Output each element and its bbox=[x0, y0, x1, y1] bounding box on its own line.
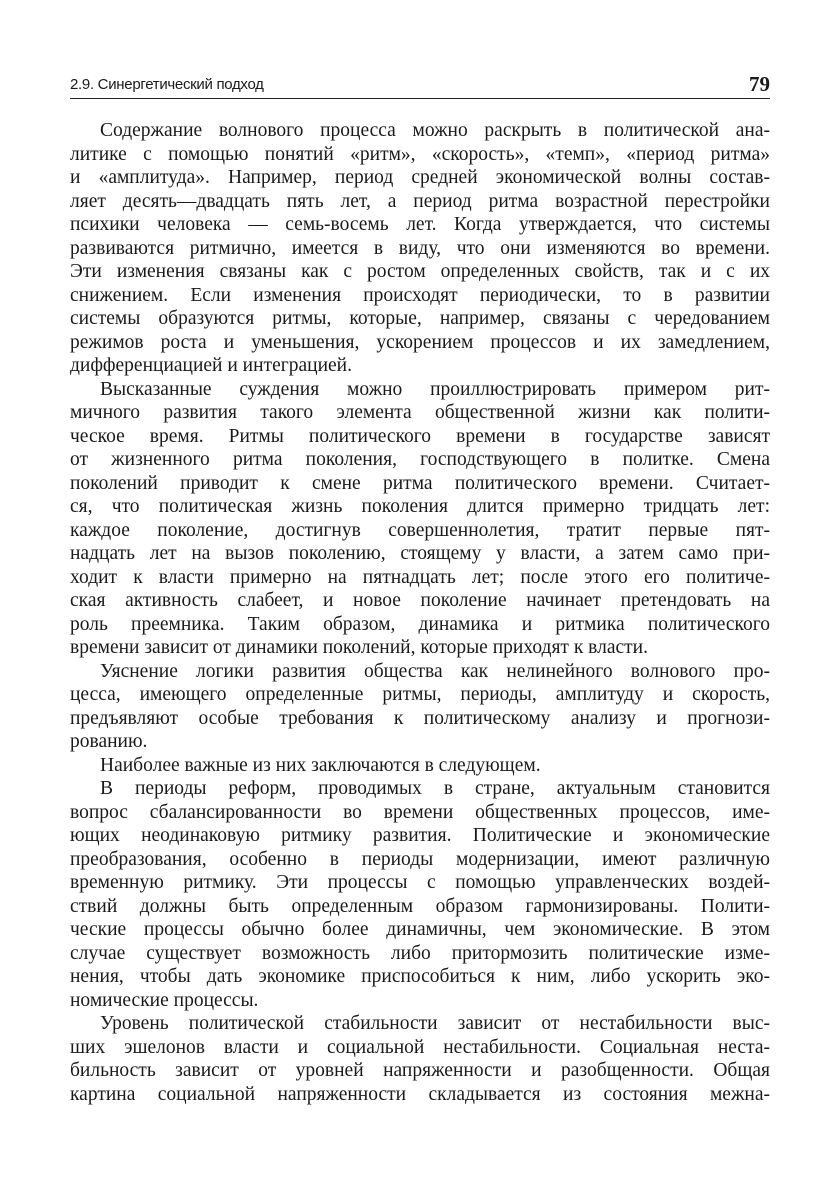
paragraph bbox=[70, 1012, 770, 1106]
text-line: режимов роста и уменьшения, ускорением процессов и их замедлением, bbox=[70, 331, 770, 353]
text-line: номические процессы. bbox=[70, 989, 259, 1011]
text-line: временную ритмику. Эти процессы с помощью управленческих воздей- bbox=[70, 872, 770, 893]
text-line: мичного развития такого элемента общественной жизни как полити- bbox=[70, 402, 770, 423]
text-line: каждое поколение, достигнув совершеннолетия, тратит первые пят- bbox=[70, 519, 770, 541]
text-line: ствий должны быть определенным образом гармонизированы. Полити- bbox=[70, 895, 770, 917]
text-line: Уровень политической стабильности зависит от нестабильности выс- bbox=[100, 1013, 770, 1034]
paragraph bbox=[70, 378, 770, 660]
running-header bbox=[70, 72, 770, 99]
text-line: дифференциацией и интеграцией. bbox=[70, 355, 352, 376]
text-line: Эти изменения связаны как с ростом определенных свойств, так и с их bbox=[70, 261, 770, 282]
text-line: ся, что политическая жизнь поколения длится примерно тридцать лет: bbox=[70, 496, 770, 517]
text-line: времени зависит от динамики поколений, которые приходят к власти. bbox=[70, 637, 648, 658]
text-line: и «амплитуда». Например, период средней экономической волны состав- bbox=[70, 167, 770, 188]
text-line: Наиболее важные из них заключаются в следующем. bbox=[100, 754, 541, 776]
running-title: 2.9. Синергетический подход bbox=[70, 76, 264, 93]
text-line: от жизненного ритма поколения, господствующего в политке. Смена bbox=[70, 449, 770, 470]
text-line: ющих неодинаковую ритмику развития. Политические и экономические bbox=[70, 825, 770, 846]
text-line: картина социальной напряженности складывается из состояния межна- bbox=[70, 1083, 770, 1105]
text-line: бильность зависит от уровней напряженности и разобщенности. Общая bbox=[70, 1060, 770, 1081]
text-line: системы образуются ритмы, которые, например, связаны с чередованием bbox=[70, 308, 770, 329]
paragraph bbox=[70, 754, 770, 778]
text-line: ческое время. Ритмы политического времени в государстве зависят bbox=[70, 425, 770, 447]
text-line: ших эшелонов власти и социальной нестабильности. Социальная неста- bbox=[70, 1036, 770, 1058]
text-line: рованию. bbox=[70, 731, 148, 752]
paragraph bbox=[70, 777, 770, 1012]
text-line: предъявляют особые требования к политическому анализу и прогнози- bbox=[70, 707, 770, 729]
text-line: преобразования, особенно в периоды модернизации, имеют различную bbox=[70, 848, 770, 870]
text-line: цесса, имеющего определенные ритмы, периоды, амплитуду и скорость, bbox=[70, 684, 770, 705]
paragraph bbox=[70, 119, 770, 378]
page-number: 79 bbox=[749, 72, 770, 96]
body-text bbox=[70, 119, 770, 1106]
text-line: В периоды реформ, проводимых в стране, актуальным становится bbox=[100, 778, 770, 799]
text-line: Высказанные суждения можно проиллюстрировать примером рит- bbox=[100, 378, 770, 400]
text-line: Содержание волнового процесса можно раскрыть в политической ана- bbox=[100, 120, 770, 141]
text-line: ходит к власти примерно на пятнадцать лет; после этого его политиче- bbox=[70, 566, 770, 588]
text-line: литике с помощью понятий «ритм», «скорость», «темп», «период ритма» bbox=[70, 143, 770, 165]
text-line: вопрос сбалансированности во времени общественных процессов, име- bbox=[70, 801, 770, 823]
text-line: ляет десять—двадцать пять лет, а период ритма возрастной перестройки bbox=[70, 190, 770, 212]
paragraph bbox=[70, 660, 770, 754]
text-line: случае существует возможность либо притормозить политические изме- bbox=[70, 942, 770, 964]
text-line: роль преемника. Таким образом, динамика и ритмика политического bbox=[70, 613, 770, 635]
text-line: поколений приводит к смене ритма политического времени. Считает- bbox=[70, 472, 770, 494]
text-line: надцать лет на вызов поколению, стоящему у власти, а затем само при- bbox=[70, 543, 770, 564]
text-line: Уяснение логики развития общества как нелинейного волнового про- bbox=[100, 660, 770, 682]
text-line: развиваются ритмично, имеется в виду, что они изменяются во времени. bbox=[70, 237, 770, 259]
text-line: ская активность слабеет, и новое поколение начинает претендовать на bbox=[70, 590, 770, 611]
text-line: психики человека — семь-восемь лет. Когда утверждается, что системы bbox=[70, 214, 770, 235]
text-line: нения, чтобы дать экономике приспособиться к ним, либо ускорить эко- bbox=[70, 966, 770, 987]
text-line: снижением. Если изменения происходят периодически, то в развитии bbox=[70, 284, 770, 306]
text-line: ческие процессы обычно более динамичны, чем экономические. В этом bbox=[70, 919, 770, 940]
